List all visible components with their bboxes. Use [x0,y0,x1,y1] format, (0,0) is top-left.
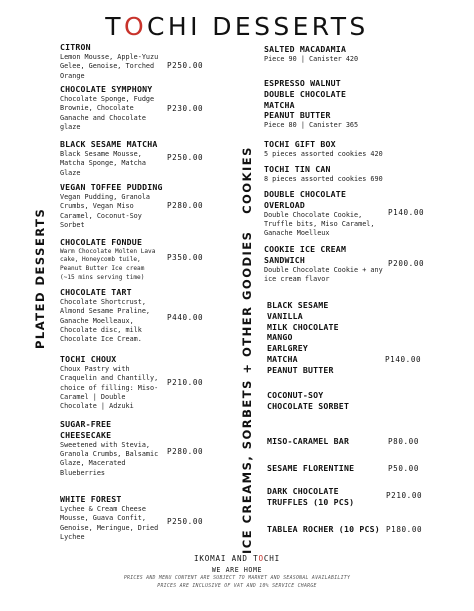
item-price: P140.00 [385,355,422,364]
menu-item-chocolate-tart [60,287,170,345]
footer-brand [0,554,474,563]
item-description: Chocolate Shortcrust, Almond Sesame Praline, Ganache Moelleaux, Chocolate disc, milk Chocolate Ice Cream. [60,297,151,344]
menu-item-tochi-choux [60,354,170,412]
item-name: DOUBLE CHOCOLATE OVERLOAD [264,189,347,210]
item-name: BLACK SESAME MATCHA [60,139,158,149]
item-price: P210.00 [167,378,204,387]
item-price: P230.00 [167,104,204,113]
item-price: P180.00 [386,525,423,534]
menu-item-citron [60,42,170,81]
item-name: SALTED MACADAMIA [264,44,347,54]
item-price: P80.00 [388,437,420,446]
title-accent-letter: O [123,12,148,41]
menu-item-tochi-gift-box [264,139,464,159]
item-description: Sweetened with Stevia, Granola Crumbs, Balsamic Glaze, Macerated Blueberries [60,440,159,477]
menu-item-salted-macadamia [264,44,464,64]
item-name: ESPRESSO WALNUT DOUBLE CHOCOLATE MATCHA PEANUT BUTTER [264,78,347,121]
menu-item-chocolate-symphony [60,84,170,132]
item-name: TABLEA ROCHER (10 PCS) [267,524,380,534]
menu-item-cookie-flavors [264,78,464,131]
item-description: Lemon Mousse, Apple-Yuzu Gelee, Genoise, Torched Orange [60,52,159,80]
menu-item-coconut-soy-sorbet [267,390,387,412]
item-name: TOCHI GIFT BOX [264,139,336,149]
item-price: P440.00 [167,313,204,322]
item-name: COCONUT-SOY CHOCOLATE SORBET [267,390,350,411]
menu-item-tochi-tin-can [264,164,464,184]
item-name: DARK CHOCOLATE TRUFFLES (10 PCS) [267,486,355,507]
menu-item-sesame-florentine [267,463,387,474]
menu-item-miso-caramel-bar [267,436,387,447]
item-name: VEGAN TOFFEE PUDDING [60,182,163,192]
item-price: P280.00 [167,447,204,456]
menu-item-double-chocolate-overload [264,189,394,239]
item-description: Black Sesame Mousse, Matcha Sponge, Matcha Glaze [60,149,146,177]
item-name: SESAME FLORENTINE [267,463,355,473]
item-description: Piece 80 | Canister 365 [264,121,359,130]
menu-item-vegan-toffee-pudding [60,182,170,230]
section-label-cookies: COOKIES [240,146,254,214]
item-description: 5 pieces assorted cookies 420 [264,149,383,158]
menu-item-tablea-rocher [267,524,392,535]
item-name: CHOCOLATE FONDUE [60,237,143,247]
item-name: TOCHI CHOUX [60,354,117,364]
item-name: BLACK SESAME VANILLA MILK CHOCOLATE MANGO EARLGREY MATCHA PEANUT BUTTER [267,300,339,375]
item-name: MISO-CARAMEL BAR [267,436,350,446]
item-price: P210.00 [386,491,423,500]
footer-note-availability: PRICES AND MENU CONTENT ARE SUBJECT TO MARKET AND SEASONAL AVAILABILITY [123,576,351,581]
menu-item-white-forest [60,494,170,542]
item-price: P250.00 [167,153,204,162]
item-price: P50.00 [388,464,420,473]
item-name: TOCHI TIN CAN [264,164,331,174]
item-price: P200.00 [388,259,425,268]
item-price: P250.00 [167,61,204,70]
item-description: Choux Pastry with Craquelin and Chantilly, choice of filling: Miso- Caramel | Double Chocolate | Adzuki [60,364,159,411]
item-name: COOKIE ICE CREAM SANDWICH [264,244,347,265]
title-part: CHI DESSERTS [147,12,369,41]
item-name: CHOCOLATE TART [60,287,132,297]
item-price: P280.00 [167,201,204,210]
item-description: Double Chocolate Cookie + any ice cream flavor [264,265,383,283]
item-price: P350.00 [167,253,204,262]
item-description: Warm Chocolate Molten Lava cake, Honeycomb tuile, Peanut Butter Ice cream (~15 mins serving time) [60,247,156,281]
item-name: WHITE FOREST [60,494,122,504]
item-name: CHOCOLATE SYMPHONY [60,84,153,94]
menu-item-ice-cream-flavors [267,300,387,376]
menu-title [0,12,474,42]
item-price: P140.00 [388,208,425,217]
item-price: P250.00 [167,517,204,526]
brand-accent-letter: O [258,554,264,563]
item-description: Lychee & Cream Cheese Mousse, Guava Confit, Genoise, Meringue, Dried Lychee [60,504,159,542]
brand-part: IKOMAI AND T [194,554,259,563]
section-label-plated-desserts: PLATED DESSERTS [33,207,47,349]
section-label-ice-creams: ICE CREAMS, SORBETS + OTHER GOODIES [240,230,254,554]
item-name: SUGAR-FREE CHEESECAKE [60,419,112,440]
item-description: Vegan Pudding, Granola Crumbs, Vegan Miso Caramel, Coconut-Soy Sorbet [60,192,151,230]
item-description: Double Chocolate Cookie, Truffle bits, Miso Caramel, Ganache Moelleux [264,210,375,238]
menu-item-sugar-free-cheesecake [60,419,170,478]
menu-item-chocolate-fondue [60,237,170,282]
item-description: Piece 90 | Canister 420 [264,54,359,63]
footer-tagline: WE ARE HOME [211,566,263,574]
title-part: T [105,12,124,41]
item-description: Chocolate Sponge, Fudge Brownie, Chocolate Ganache and Chocolate glaze [60,94,155,132]
menu-item-black-sesame-matcha [60,139,170,178]
item-name: CITRON [60,42,91,52]
menu-item-cookie-ice-cream-sandwich [264,244,394,284]
brand-part: CHI [263,554,280,563]
menu-item-dark-chocolate-truffles [267,486,387,508]
footer-note-vat: PRICES ARE INCLUSIVE OF VAT AND 10% SERVICE CHARGE [157,584,317,589]
item-description: 8 pieces assorted cookies 690 [264,174,383,183]
